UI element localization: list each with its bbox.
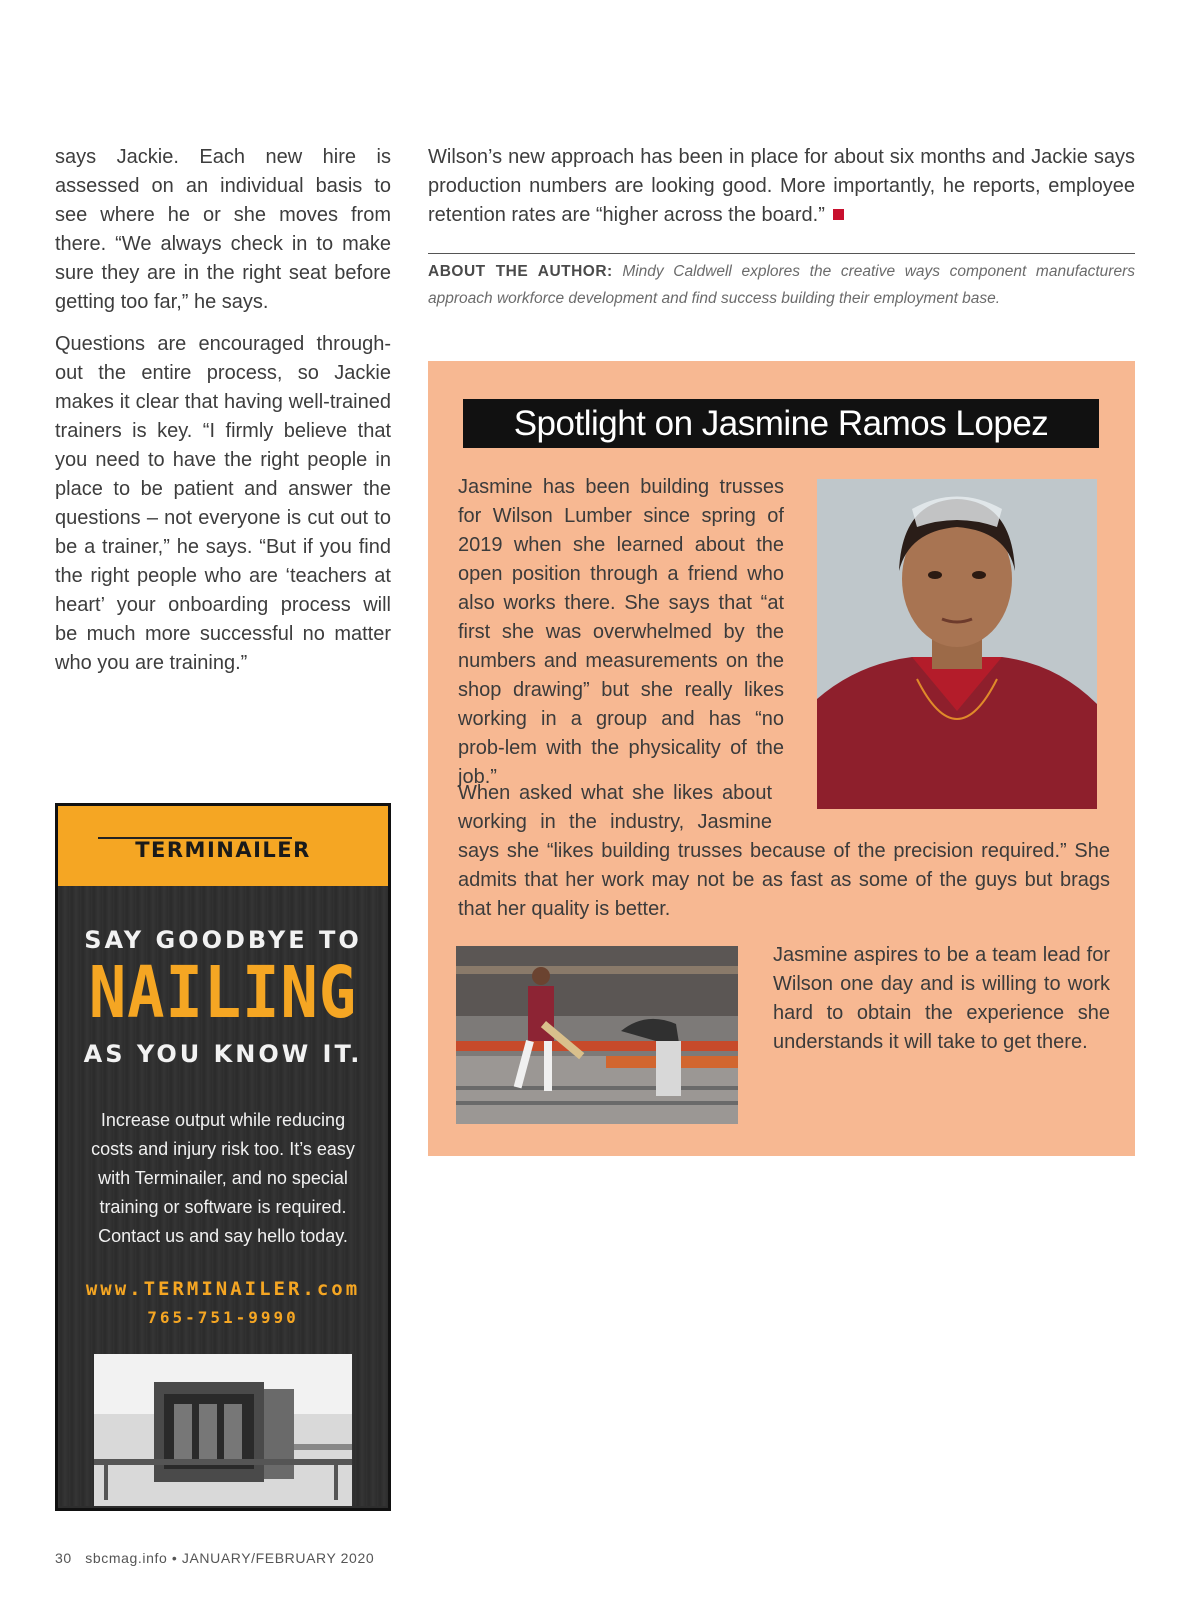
right-column bbox=[428, 143, 1135, 230]
footer-site: sbcmag.info bbox=[85, 1550, 168, 1566]
machine-image bbox=[94, 1354, 352, 1506]
spotlight-paragraph-3: Jasmine aspires to be a team lead for Wilson one day and is willing to work hard to obtain the experience she understands it will take to get there. bbox=[773, 944, 1110, 1053]
spotlight-paragraph-1: Jasmine has been building trusses for Wilson Lumber since spring of 2019 when she learned about the open position through a friend who also works there. She says that “at first she was overwhelmed by the numbers and measurements on the shop drawing” but she really likes working in a group and has “no prob-lem with the physicality of the job.” bbox=[458, 476, 784, 788]
ad-headline-2: NAILING bbox=[88, 950, 358, 1035]
footer-issue: JANUARY/FEBRUARY 2020 bbox=[181, 1550, 375, 1566]
right-paragraph-text: Wilson’s new approach has been in place for about six months and Jackie says production numbers are looking good. More importantly, he reports, employee retention rates are “higher across the board.” bbox=[428, 146, 1135, 226]
portrait-photo bbox=[817, 479, 1097, 809]
terminailer-logo: TERMINAILER bbox=[135, 838, 311, 862]
footer-separator: • bbox=[171, 1550, 178, 1566]
ad-headline-1: SAY GOODBYE TO bbox=[84, 926, 362, 954]
spotlight-box bbox=[428, 361, 1135, 1156]
ad-url-link[interactable]: www.TERMINAILER.com bbox=[85, 1278, 361, 1300]
ad-headline-3: AS YOU KNOW IT. bbox=[83, 1040, 363, 1068]
ad-phone: 765-751-9990 bbox=[147, 1308, 299, 1327]
spotlight-paragraph-2: When asked what she likes about working in the industry, Jasmine says she “likes building trusses because of the precision required.” She admits that her work may not be as fast as some of the guys but brags that her quality is better. bbox=[458, 782, 1110, 920]
end-mark-icon bbox=[833, 209, 844, 220]
about-author bbox=[428, 258, 1135, 312]
left-paragraph-1: says Jackie. Each new hire is assessed on an individual basis to see where he or she moves from there. “We always check in to make sure they are in the right seat before getting too far,” he says. bbox=[55, 146, 391, 313]
author-divider bbox=[428, 253, 1135, 254]
left-column bbox=[55, 143, 391, 678]
page-number: 30 bbox=[55, 1550, 72, 1566]
shop-floor-photo bbox=[456, 946, 738, 1124]
shop-floor-image bbox=[456, 946, 738, 1124]
right-paragraph bbox=[428, 143, 1135, 230]
machine-photo bbox=[94, 1354, 352, 1506]
page-footer bbox=[55, 1550, 374, 1566]
left-paragraph-2: Questions are encouraged through-out the entire process, so Jackie makes it clear that having well-trained trainers is key. “I firmly believe that you need to have the right people in place to be patient and answer the questions – not everyone is cut out to be a trainer,” he says. “But if you find the right people who are ‘teachers at heart’ your onboarding process will be much more successful no matter who you are training.” bbox=[55, 333, 391, 674]
about-author-text: Mindy Caldwell explores the creative ways component manufacturers approach workforce development and find success building their employment base. bbox=[428, 263, 1135, 307]
portrait-image bbox=[817, 479, 1097, 809]
terminailer-ad[interactable] bbox=[55, 803, 391, 1511]
spotlight-title: Spotlight on Jasmine Ramos Lopez bbox=[463, 399, 1099, 448]
about-author-label: ABOUT THE AUTHOR: bbox=[428, 263, 613, 280]
ad-body-text: Increase output while reducing costs and injury risk too. It’s easy with Terminailer, and no special training or software is required. Contact us and say hello today. bbox=[91, 1110, 355, 1246]
